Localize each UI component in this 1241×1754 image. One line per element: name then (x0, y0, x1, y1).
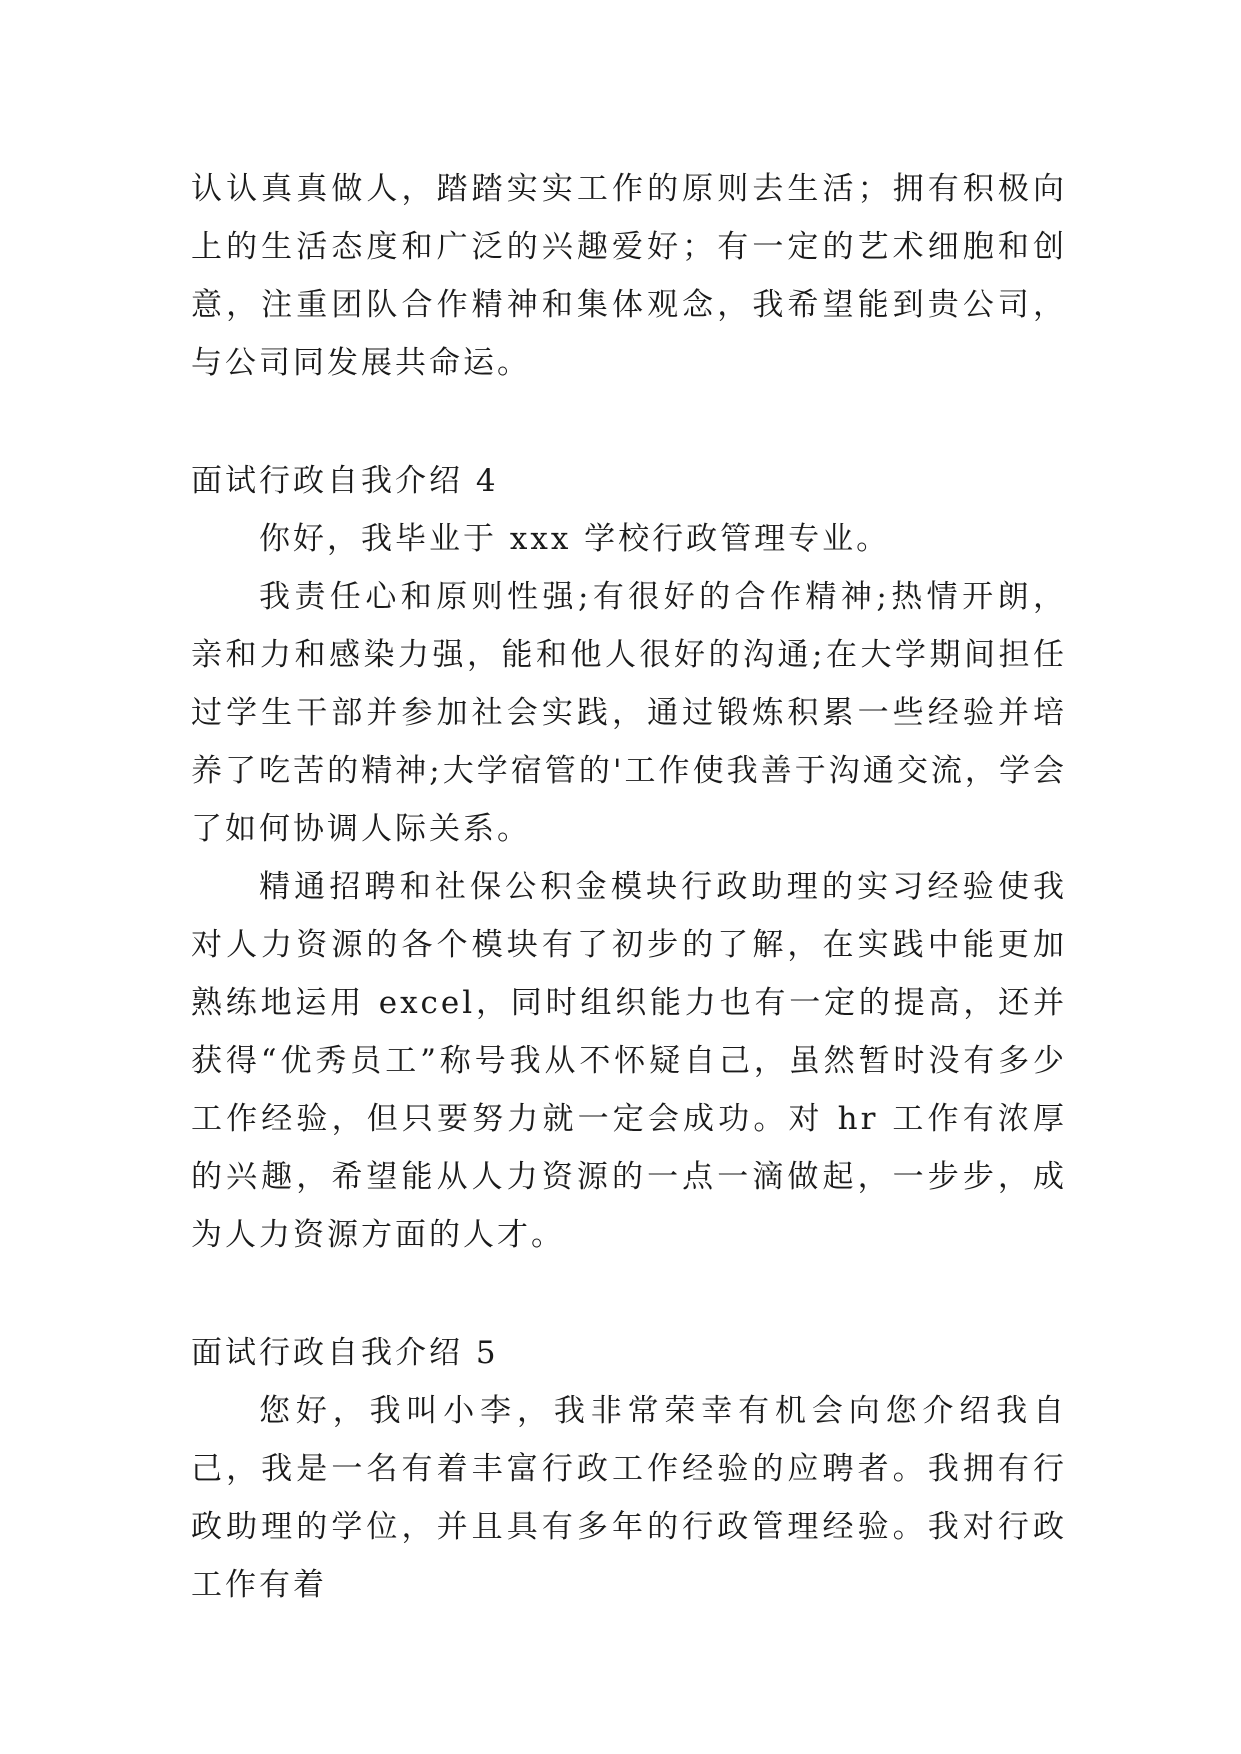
section-5-paragraph-1: 您好，我叫小李，我非常荣幸有机会向您介绍我自己，我是一名有着丰富行政工作经验的应聘者。我拥有行政助理的学位，并且具有多年的行政管理经验。我对行政工作有着 (191, 1393, 1067, 1603)
document-body (191, 160, 1067, 1614)
section-spacer (191, 1264, 1067, 1324)
section-spacer (191, 392, 1067, 452)
section-5-heading: 面试行政自我介绍 5 (191, 1335, 499, 1371)
section-4-heading: 面试行政自我介绍 4 (191, 463, 499, 499)
section-4-paragraph-2: 我责任心和原则性强;有很好的合作精神;热情开朗，亲和力和感染力强，能和他人很好的沟通;在大学期间担任过学生干部并参加社会实践，通过锻炼积累一些经验并培养了吃苦的精神;大学宿管的'工作使我善于沟通交流，学会了如何协调人际关系。 (191, 579, 1067, 847)
section-3-tail-paragraph: 认认真真做人，踏踏实实工作的原则去生活；拥有积极向上的生活态度和广泛的兴趣爱好；有一定的艺术细胞和创意，注重团队合作精神和集体观念，我希望能到贵公司，与公司同发展共命运。 (191, 171, 1067, 381)
section-4-paragraph-1: 你好，我毕业于 xxx 学校行政管理专业。 (259, 521, 891, 557)
section-4-paragraph-3: 精通招聘和社保公积金模块行政助理的实习经验使我对人力资源的各个模块有了初步的了解，在实践中能更加熟练地运用 excel，同时组织能力也有一定的提高，还并获得“优秀员工”称号我从不怀疑自己，虽然暂时没有多少工作经验，但只要努力就一定会成功。对 hr 工作有浓厚的兴趣，希望能从人力资源的一点一滴做起，一步步，成为人力资源方面的人才。 (191, 869, 1067, 1253)
